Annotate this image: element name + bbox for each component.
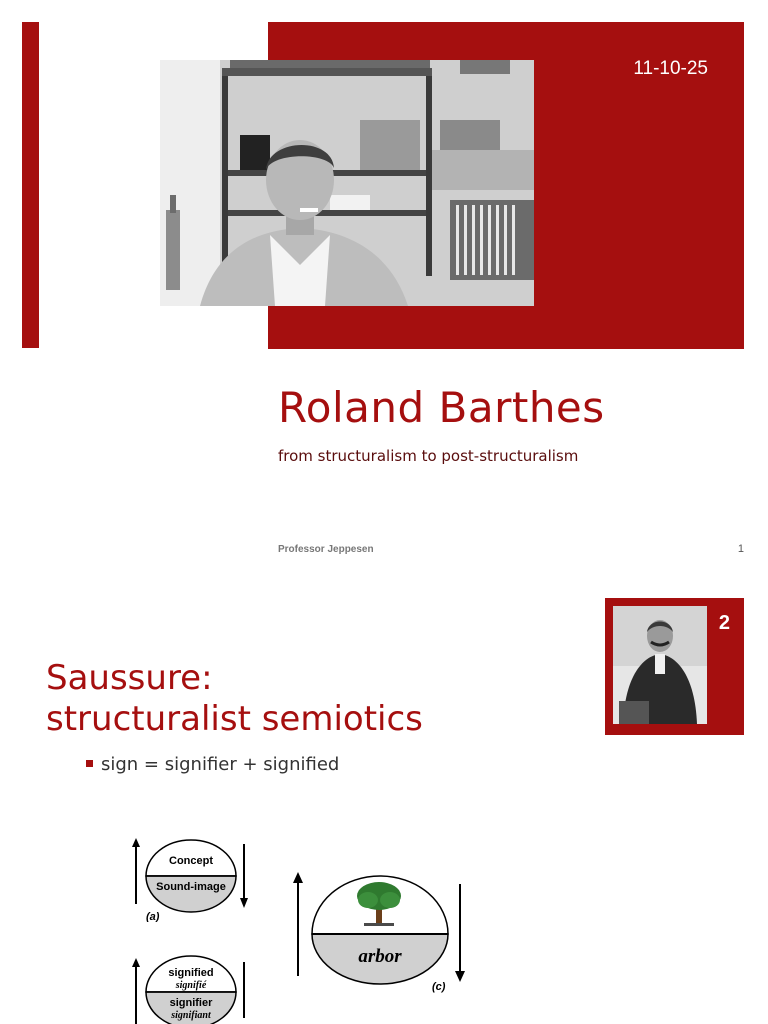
slide-title: Roland Barthes (278, 383, 605, 432)
sign-diagram-c (288, 870, 472, 994)
title-line-2: structuralist semiotics (46, 699, 423, 739)
slide-2 (0, 580, 768, 1024)
sign-diagram-b (128, 948, 252, 1024)
accent-bar (22, 22, 39, 348)
signifie-label: signifié (175, 980, 207, 991)
signifiant-label: signifiant (171, 1010, 211, 1021)
label-c: (c) (432, 981, 446, 993)
slide-date: 11-10-25 (633, 58, 708, 79)
slide-footer: Professor Jeppesen (278, 544, 374, 555)
saussure-photo (613, 606, 707, 724)
slide-number: 2 (718, 612, 730, 634)
sign-diagram-a (128, 838, 252, 922)
sound-image-label: Sound-image (156, 881, 226, 893)
slide-subtitle: from structuralism to post-structuralism (278, 447, 579, 465)
bullet-item (86, 754, 339, 775)
bullet-text: sign = signifier + signified (101, 754, 340, 775)
barthes-photo (160, 60, 534, 306)
title-line-1: Saussure: (46, 658, 213, 698)
signified-label: signified (168, 967, 214, 979)
signifier-label: signifier (169, 997, 213, 1009)
concept-label: Concept (169, 855, 213, 867)
page-number: 1 (737, 543, 744, 555)
bullet-square-icon (86, 760, 93, 767)
arbor-label: arbor (358, 946, 402, 967)
label-a: (a) (146, 911, 160, 922)
slide-title (46, 658, 423, 740)
